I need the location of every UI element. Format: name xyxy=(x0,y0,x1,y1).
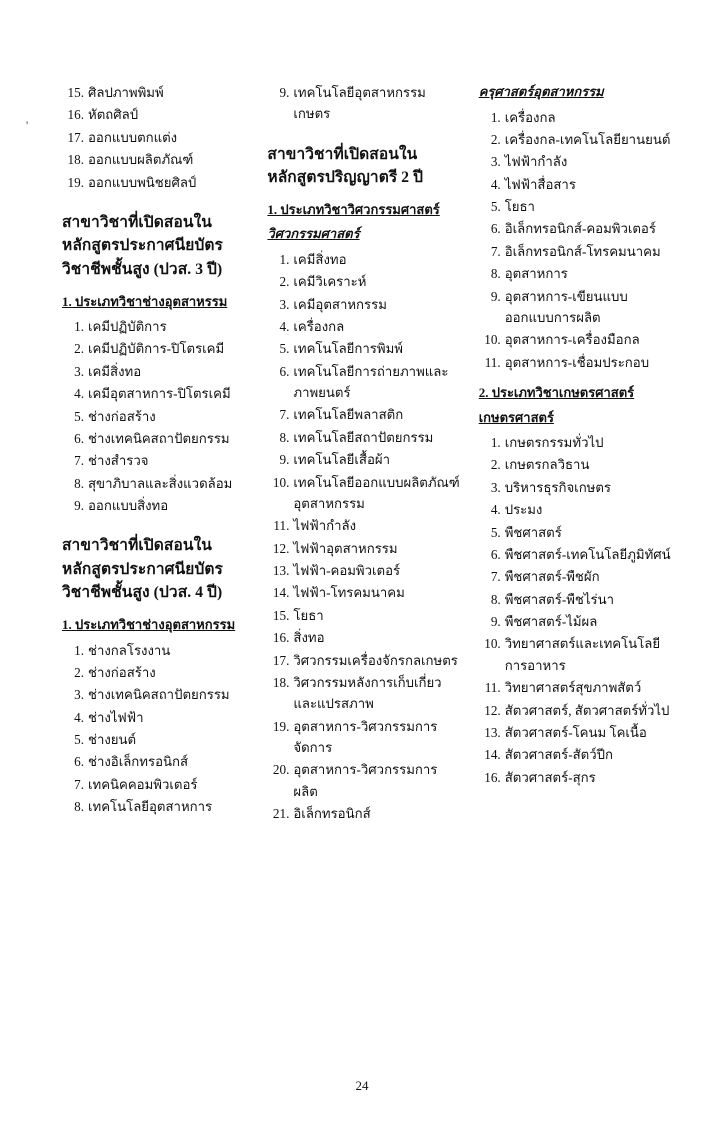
list-item: 9. อุตสาหการ-เขียนแบบออกแบบการผลิต xyxy=(490,288,628,325)
list-continued-agro-tech xyxy=(267,82,460,125)
list-item: 21. อิเล็กทรอนิกส์ xyxy=(272,806,371,822)
list-pwos-4yr-industrial xyxy=(62,640,249,818)
list-item: 10. อุตสาหการ-เครื่องมือกล xyxy=(484,332,640,348)
list-item: 13. สัตวศาสตร์-โคนม โคเนื้อ xyxy=(484,724,647,740)
list-item: 8. เทคโนโลยีอุตสาหการ xyxy=(74,799,213,815)
list-item: 2. เครื่องกล-เทคโนโลยียานยนต์ xyxy=(490,131,671,147)
list-item: 1. เกษตรกรรมทั่วไป xyxy=(490,435,604,450)
list-pwos-3yr-industrial xyxy=(62,316,249,516)
list-item: 16. หัตถศิลป์ xyxy=(67,107,139,123)
list-item: 12. ไฟฟ้าอุตสาหกรรม xyxy=(272,540,398,556)
list-item: 5. เทคโนโลยีการพิมพ์ xyxy=(279,341,403,357)
list-item: 2. เกษตรกลวิธาน xyxy=(490,457,590,473)
section-heading-pwos-4yr: สาขาวิชาที่เปิดสอนในหลักสูตรประกาศนียบัตรวิชาชีพชั้นสูง (ปวส. 4 ปี) xyxy=(62,537,223,602)
list-item: 5. ช่างก่อสร้าง xyxy=(74,408,156,424)
list-item: 4. เคมีอุตสาหการ-ปิโตรเคมี xyxy=(74,386,231,402)
list-item: 9. เทคโนโลยีเสื้อผ้า xyxy=(279,452,391,468)
list-item: 1. เครื่องกล xyxy=(490,109,556,125)
list-item: 1. เคมีสิ่งทอ xyxy=(279,251,347,267)
column-left xyxy=(62,82,249,826)
list-item: 10. วิทยาศาสตร์และเทคโนโลยีการอาหาร xyxy=(484,636,661,673)
subsection-heading-agriculture: 2. ประเภทวิชาเกษตรศาสตร์ xyxy=(478,385,635,400)
subsection-heading-engineering: 1. ประเภทวิชาวิศวกรรมศาสตร์ xyxy=(267,201,440,217)
list-item: 14. สัตวศาสตร์-สัตว์ปีก xyxy=(484,747,613,763)
stray-ink-mark: ' xyxy=(26,118,29,132)
list-item: 6. อิเล็กทรอนิกส์-คอมพิวเตอร์ xyxy=(490,221,656,237)
subsection-heading-technical-education: ครุศาสตร์อุตสาหกรรม xyxy=(478,84,604,99)
section-heading-pwos-3yr: สาขาวิชาที่เปิดสอนในหลักสูตรประกาศนียบัตรวิชาชีพชั้นสูง (ปวส. 3 ปี) xyxy=(62,213,223,278)
list-item: 5. ช่างยนต์ xyxy=(74,732,137,748)
subsection-heading-agriculture-plain: เกษตรศาสตร์ xyxy=(478,409,554,425)
list-item: 18. ออกแบบผลิตภัณฑ์ xyxy=(67,152,194,168)
list-item: 2. เคมีวิเคราะห์ xyxy=(279,274,367,290)
list-item: 11. วิทยาศาสตร์สุขภาพสัตว์ xyxy=(484,680,642,696)
section-heading-bachelor-2yr: สาขาวิชาที่เปิดสอนในหลักสูตรปริญญาตรี 2 ปี xyxy=(267,145,424,187)
list-item: 3. เคมีอุตสาหกรรม xyxy=(279,296,387,312)
list-item: 2. เคมีปฏิบัติการ-ปิโตรเคมี xyxy=(74,341,225,357)
subsection-heading-industrial-2: 1. ประเภทวิชาช่างอุตสาหกรรม xyxy=(62,617,236,633)
list-item: 8. พืชศาสตร์-พืชไร่นา xyxy=(490,591,614,607)
list-item: 1. ช่างกลโรงงาน xyxy=(74,642,171,658)
list-item: 2. ช่างก่อสร้าง xyxy=(74,664,156,680)
list-item: 19. ออกแบบพนิชยศิลป์ xyxy=(67,174,197,190)
list-item: 11. อุตสาหการ-เชื่อมประกอบ xyxy=(484,354,650,370)
list-item: 13. ไฟฟ้า-คอมพิวเตอร์ xyxy=(272,563,401,579)
list-item: 3. ไฟฟ้ากำลัง xyxy=(490,154,568,170)
list-item: 9. ออกแบบสิ่งทอ xyxy=(74,498,169,514)
list-item: 4. ช่างไฟฟ้า xyxy=(74,709,144,725)
list-item: 7. เทคนิคคอมพิวเตอร์ xyxy=(74,776,198,792)
page-number: 24 xyxy=(355,1078,369,1093)
list-bachelor-engineering xyxy=(267,249,460,825)
list-item: 8. อุตสาหการ xyxy=(490,266,568,282)
list-item: 8. สุขาภิบาลและสิ่งแวดล้อม xyxy=(74,475,233,491)
list-item: 17. วิศวกรรมเครื่องจักรกลเกษตร xyxy=(272,652,458,668)
list-item: 8. เทคโนโลยีสถาปัตยกรรม xyxy=(279,429,434,445)
list-item: 1. เคมีปฏิบัติการ xyxy=(74,319,167,335)
list-item: 16. สิ่งทอ xyxy=(272,630,325,646)
list-item: 15. โยธา xyxy=(272,607,324,623)
list-item: 6. เทคโนโลยีการถ่ายภาพและภาพยนตร์ xyxy=(279,363,449,401)
list-item: 7. เทคโนโลยีพลาสติก xyxy=(279,407,404,423)
list-item: 6. ช่างเทคนิคสถาปัตยกรรม xyxy=(74,430,230,446)
column-right xyxy=(479,82,672,826)
list-agriculture xyxy=(479,432,672,788)
list-item: 6. ช่างอิเล็กทรอนิกส์ xyxy=(74,754,189,770)
list-item: 20. อุตสาหการ-วิศวกรรมการผลิต xyxy=(272,762,438,799)
list-item: 14. ไฟฟ้า-โทรคมนาคม xyxy=(272,585,405,601)
list-technical-education xyxy=(479,107,672,374)
list-item: 3. ช่างเทคนิคสถาปัตยกรรม xyxy=(74,687,230,703)
list-item: 12. สัตวศาสตร์, สัตวศาสตร์ทั่วไป xyxy=(484,702,670,718)
list-item: 6. พืชศาสตร์-เทคโนโลยีภูมิทัศน์ xyxy=(490,546,671,562)
list-item: 16. สัตวศาสตร์-สุกร xyxy=(484,769,596,785)
list-item: 11. ไฟฟ้ากำลัง xyxy=(273,518,357,534)
list-item: 3. เคมีสิ่งทอ xyxy=(74,363,142,379)
list-item: 4. ไฟฟ้าสื่อสาร xyxy=(490,176,576,192)
three-column-layout xyxy=(62,82,672,826)
list-item: 7. ช่างสำรวจ xyxy=(74,453,149,469)
list-item: 7. อิเล็กทรอนิกส์-โทรคมนาคม xyxy=(490,243,661,259)
list-item: 9. พืชศาสตร์-ไม้ผล xyxy=(490,614,598,629)
list-item: 4. เครื่องกล xyxy=(279,318,345,334)
subsection-heading-engineering-italic: วิศวกรรมศาสตร์ xyxy=(267,226,360,242)
list-item: 15. ศิลปภาพพิมพ์ xyxy=(67,85,164,100)
list-item: 17. ออกแบบตกแต่ง xyxy=(67,129,178,145)
list-continued-arts xyxy=(62,82,249,193)
list-item: 18. วิศวกรรมหลังการเก็บเกี่ยวและแปรสภาพ xyxy=(272,674,442,712)
list-item: 7. พืชศาสตร์-พืชผัก xyxy=(490,569,600,585)
list-item: 9. เทคโนโลยีอุตสาหกรรมเกษตร xyxy=(279,85,426,122)
list-item: 3. บริหารธุรกิจเกษตร xyxy=(490,479,612,495)
list-item: 19. อุตสาหการ-วิศวกรรมการจัดการ xyxy=(272,718,438,756)
subsection-heading-industrial-1: 1. ประเภทวิชาช่างอุตสาหรรม xyxy=(62,293,228,309)
list-item: 5. พืชศาสตร์ xyxy=(490,524,562,540)
list-item: 5. โยธา xyxy=(490,199,535,214)
column-middle xyxy=(267,82,460,826)
list-item: 10. เทคโนโลยีออกแบบผลิตภัณฑ์อุตสาหกรรม xyxy=(272,474,460,511)
list-item: 4. ประมง xyxy=(490,502,543,518)
